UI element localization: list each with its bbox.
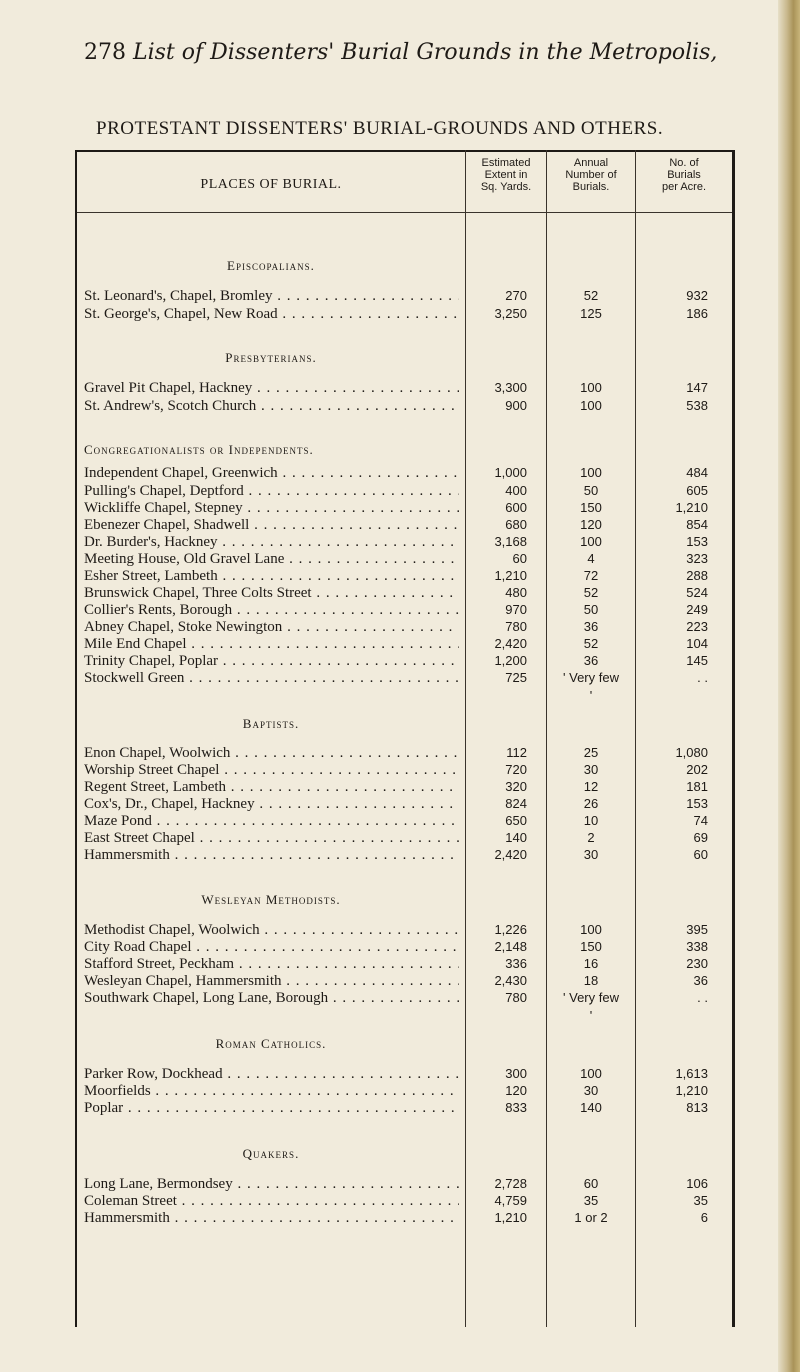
extent-value: 2,420 bbox=[494, 636, 527, 651]
burials-value: 16 bbox=[583, 956, 599, 971]
place-name: Worship Street Chapel . . . bbox=[84, 761, 459, 779]
column-divider bbox=[546, 150, 547, 1327]
place-name: Coleman Street . . . bbox=[84, 1192, 459, 1210]
burials-value: 72 bbox=[583, 568, 599, 583]
extent-value: 1,000 bbox=[494, 465, 527, 480]
place-name: Gravel Pit Chapel, Hackney . . . bbox=[84, 379, 459, 397]
place-name: St. Leonard's, Chapel, Bromley . . . bbox=[84, 287, 459, 305]
per-acre-value: 605 bbox=[686, 483, 708, 498]
table-row bbox=[0, 846, 800, 864]
extent-value: 780 bbox=[505, 990, 527, 1005]
place-name: Independent Chapel, Greenwich . . . bbox=[84, 464, 459, 482]
table-row bbox=[0, 1192, 800, 1210]
per-acre-value: 186 bbox=[686, 306, 708, 321]
place-name: Hammersmith . . . bbox=[84, 846, 459, 864]
extent-value: 320 bbox=[505, 779, 527, 794]
burials-value: 120 bbox=[580, 517, 602, 532]
extent-value: 2,430 bbox=[494, 973, 527, 988]
place-name: City Road Chapel . . . bbox=[84, 938, 459, 956]
burials-value: ' Very few ' bbox=[563, 990, 619, 1023]
place-name: Wesleyan Chapel, Hammersmith . . . bbox=[84, 972, 459, 990]
per-acre-value: 147 bbox=[686, 380, 708, 395]
table-row bbox=[0, 778, 800, 796]
table-row bbox=[0, 305, 800, 323]
table-row bbox=[0, 567, 800, 585]
table-row bbox=[0, 955, 800, 973]
per-acre-value: 153 bbox=[686, 796, 708, 811]
place-name: Brunswick Chapel, Three Colts Street . . . bbox=[84, 584, 459, 602]
table-row bbox=[0, 464, 800, 482]
per-acre-value: 74 bbox=[693, 813, 708, 828]
place-name: Hammersmith . . . bbox=[84, 1209, 459, 1227]
burials-value: 1 or 2 bbox=[574, 1210, 608, 1225]
place-name: Pulling's Chapel, Deptford . . . bbox=[84, 482, 459, 500]
extent-value: 400 bbox=[505, 483, 527, 498]
burials-value: 125 bbox=[580, 306, 602, 321]
extent-value: 600 bbox=[505, 500, 527, 515]
per-acre-value: 36 bbox=[693, 973, 708, 988]
table-row bbox=[0, 829, 800, 847]
table-row bbox=[0, 652, 800, 670]
table-row bbox=[0, 938, 800, 956]
place-name: Cox's, Dr., Chapel, Hackney . . . bbox=[84, 795, 459, 813]
table-row bbox=[0, 635, 800, 653]
per-acre-value: 106 bbox=[686, 1176, 708, 1191]
burials-value: ' Very few ' bbox=[563, 670, 619, 703]
burials-value: 100 bbox=[580, 465, 602, 480]
column-header-per-acre: No. of Burials per Acre. bbox=[661, 157, 707, 193]
extent-value: 480 bbox=[505, 585, 527, 600]
per-acre-value: 395 bbox=[686, 922, 708, 937]
place-name: Parker Row, Dockhead . . . bbox=[84, 1065, 459, 1083]
burials-value: 10 bbox=[583, 813, 599, 828]
burials-value: 2 bbox=[587, 830, 595, 845]
per-acre-value: 230 bbox=[686, 956, 708, 971]
extent-value: 824 bbox=[505, 796, 527, 811]
extent-value: 650 bbox=[505, 813, 527, 828]
per-acre-value: 1,210 bbox=[675, 1083, 708, 1098]
place-name: Abney Chapel, Stoke Newington . . . bbox=[84, 618, 459, 636]
column-header-extent: Estimated Extent in Sq. Yards. bbox=[480, 157, 532, 193]
extent-value: 680 bbox=[505, 517, 527, 532]
table-row bbox=[0, 989, 800, 1023]
burials-value: 100 bbox=[580, 1066, 602, 1081]
burials-value: 100 bbox=[580, 380, 602, 395]
per-acre-value: 813 bbox=[686, 1100, 708, 1115]
extent-value: 970 bbox=[505, 602, 527, 617]
burials-value: 100 bbox=[580, 922, 602, 937]
per-acre-value: 249 bbox=[686, 602, 708, 617]
table-row bbox=[0, 499, 800, 517]
group-title: Roman Catholics. bbox=[215, 1036, 327, 1051]
extent-value: 1,200 bbox=[494, 653, 527, 668]
extent-value: 725 bbox=[505, 670, 527, 685]
table-row bbox=[0, 516, 800, 534]
place-name: Enon Chapel, Woolwich . . . bbox=[84, 744, 459, 762]
per-acre-value: 60 bbox=[693, 847, 708, 862]
per-acre-value: 181 bbox=[686, 779, 708, 794]
extent-value: 900 bbox=[505, 398, 527, 413]
per-acre-value: 1,080 bbox=[675, 745, 708, 760]
per-acre-value: 323 bbox=[686, 551, 708, 566]
burials-value: 52 bbox=[583, 288, 599, 303]
extent-value: 2,420 bbox=[494, 847, 527, 862]
per-acre-value: 484 bbox=[686, 465, 708, 480]
extent-value: 1,210 bbox=[494, 1210, 527, 1225]
column-divider bbox=[465, 150, 466, 1327]
place-name: Esher Street, Lambeth . . . bbox=[84, 567, 459, 585]
extent-value: 336 bbox=[505, 956, 527, 971]
table-row bbox=[0, 921, 800, 939]
table-row bbox=[0, 812, 800, 830]
table-row bbox=[0, 761, 800, 779]
extent-value: 300 bbox=[505, 1066, 527, 1081]
place-name: Meeting House, Old Gravel Lane . . . bbox=[84, 550, 459, 568]
per-acre-value: 538 bbox=[686, 398, 708, 413]
place-name: Methodist Chapel, Woolwich . . . bbox=[84, 921, 459, 939]
place-name: Moorfields . . . bbox=[84, 1082, 459, 1100]
place-name: Collier's Rents, Borough . . . bbox=[84, 601, 459, 619]
header-rule bbox=[77, 212, 732, 213]
table-title: PROTESTANT DISSENTERS' BURIAL-GROUNDS AND OTHERS. bbox=[96, 118, 664, 139]
place-name: East Street Chapel . . . bbox=[84, 829, 459, 847]
burials-value: 36 bbox=[583, 653, 599, 668]
extent-value: 2,728 bbox=[494, 1176, 527, 1191]
place-name: St. George's, Chapel, New Road . . . bbox=[84, 305, 459, 323]
place-name: Long Lane, Bermondsey . . . bbox=[84, 1175, 459, 1193]
place-name: Mile End Chapel . . . bbox=[84, 635, 459, 653]
column-header-burials: Annual Number of Burials. bbox=[565, 157, 617, 193]
table-row bbox=[0, 584, 800, 602]
burials-value: 150 bbox=[580, 939, 602, 954]
burials-value: 25 bbox=[583, 745, 599, 760]
per-acre-value: 145 bbox=[686, 653, 708, 668]
extent-value: 1,210 bbox=[494, 568, 527, 583]
group-title: Congregationalists or Independents. bbox=[84, 442, 314, 457]
burials-value: 30 bbox=[583, 762, 599, 777]
burials-value: 50 bbox=[583, 483, 599, 498]
burials-value: 36 bbox=[583, 619, 599, 634]
per-acre-value: 854 bbox=[686, 517, 708, 532]
burials-value: 26 bbox=[583, 796, 599, 811]
extent-value: 3,250 bbox=[494, 306, 527, 321]
burials-value: 52 bbox=[583, 585, 599, 600]
per-acre-value: 6 bbox=[700, 1210, 708, 1225]
extent-value: 140 bbox=[505, 830, 527, 845]
extent-value: 1,226 bbox=[494, 922, 527, 937]
table-row bbox=[0, 744, 800, 762]
per-acre-value: 223 bbox=[686, 619, 708, 634]
table-row bbox=[0, 1099, 800, 1117]
burials-value: 30 bbox=[583, 1083, 599, 1098]
group-title: Episcopalians. bbox=[227, 258, 315, 273]
table-row bbox=[0, 287, 800, 305]
extent-value: 3,300 bbox=[494, 380, 527, 395]
place-name: St. Andrew's, Scotch Church . . . bbox=[84, 397, 459, 415]
table-row bbox=[0, 618, 800, 636]
table-row bbox=[0, 972, 800, 990]
extent-value: 60 bbox=[512, 551, 527, 566]
burials-value: 140 bbox=[580, 1100, 602, 1115]
per-acre-value: 1,210 bbox=[675, 500, 708, 515]
extent-value: 112 bbox=[506, 745, 527, 760]
burials-value: 4 bbox=[587, 551, 595, 566]
per-acre-value: 202 bbox=[686, 762, 708, 777]
burials-value: 100 bbox=[580, 398, 602, 413]
burials-value: 35 bbox=[583, 1193, 599, 1208]
burials-value: 52 bbox=[583, 636, 599, 651]
group-title: Presbyterians. bbox=[225, 350, 317, 365]
per-acre-value: 932 bbox=[686, 288, 708, 303]
page-header bbox=[84, 40, 717, 65]
burials-value: 12 bbox=[583, 779, 599, 794]
place-name: Stockwell Green . . . bbox=[84, 669, 459, 687]
per-acre-value: 1,613 bbox=[675, 1066, 708, 1081]
place-name: Poplar . . . bbox=[84, 1099, 459, 1117]
burials-value: 60 bbox=[583, 1176, 599, 1191]
burials-value: 150 bbox=[580, 500, 602, 515]
extent-value: 833 bbox=[505, 1100, 527, 1115]
extent-value: 3,168 bbox=[494, 534, 527, 549]
extent-value: 4,759 bbox=[494, 1193, 527, 1208]
per-acre-value: . . bbox=[697, 990, 708, 1005]
per-acre-value: 153 bbox=[686, 534, 708, 549]
extent-value: 270 bbox=[505, 288, 527, 303]
place-name: Regent Street, Lambeth . . . bbox=[84, 778, 459, 796]
table-row bbox=[0, 601, 800, 619]
place-name: Southwark Chapel, Long Lane, Borough . . . bbox=[84, 989, 459, 1007]
running-title: List of Dissenters' Burial Grounds in the Metropolis, bbox=[133, 40, 718, 65]
place-name: Ebenezer Chapel, Shadwell . . . bbox=[84, 516, 459, 534]
table-row bbox=[0, 550, 800, 568]
group-title: Wesleyan Methodists. bbox=[201, 892, 341, 907]
table-row bbox=[0, 482, 800, 500]
place-name: Wickliffe Chapel, Stepney . . . bbox=[84, 499, 459, 517]
burials-value: 30 bbox=[583, 847, 599, 862]
per-acre-value: . . bbox=[697, 670, 708, 685]
per-acre-value: 288 bbox=[686, 568, 708, 583]
table-row bbox=[0, 1065, 800, 1083]
place-name: Maze Pond . . . bbox=[84, 812, 459, 830]
per-acre-value: 338 bbox=[686, 939, 708, 954]
table-row bbox=[0, 795, 800, 813]
table-row bbox=[0, 379, 800, 397]
column-divider bbox=[635, 150, 636, 1327]
per-acre-value: 524 bbox=[686, 585, 708, 600]
extent-value: 720 bbox=[505, 762, 527, 777]
place-name: Trinity Chapel, Poplar . . . bbox=[84, 652, 459, 670]
extent-value: 120 bbox=[505, 1083, 527, 1098]
table-row bbox=[0, 397, 800, 415]
table-row bbox=[0, 1175, 800, 1193]
burials-value: 18 bbox=[583, 973, 599, 988]
burials-value: 100 bbox=[580, 534, 602, 549]
burials-value: 50 bbox=[583, 602, 599, 617]
group-title: Baptists. bbox=[242, 716, 300, 731]
extent-value: 2,148 bbox=[494, 939, 527, 954]
column-header-places: PLACES OF BURIAL. bbox=[200, 177, 342, 192]
per-acre-value: 35 bbox=[693, 1193, 708, 1208]
per-acre-value: 69 bbox=[693, 830, 708, 845]
table-row bbox=[0, 1209, 800, 1227]
table-row bbox=[0, 669, 800, 703]
per-acre-value: 104 bbox=[686, 636, 708, 651]
group-title: Quakers. bbox=[242, 1146, 300, 1161]
extent-value: 780 bbox=[505, 619, 527, 634]
table-row bbox=[0, 1082, 800, 1100]
page-number: 278 bbox=[84, 40, 126, 65]
place-name: Stafford Street, Peckham . . . bbox=[84, 955, 459, 973]
table-row bbox=[0, 533, 800, 551]
place-name: Dr. Burder's, Hackney . . . bbox=[84, 533, 459, 551]
